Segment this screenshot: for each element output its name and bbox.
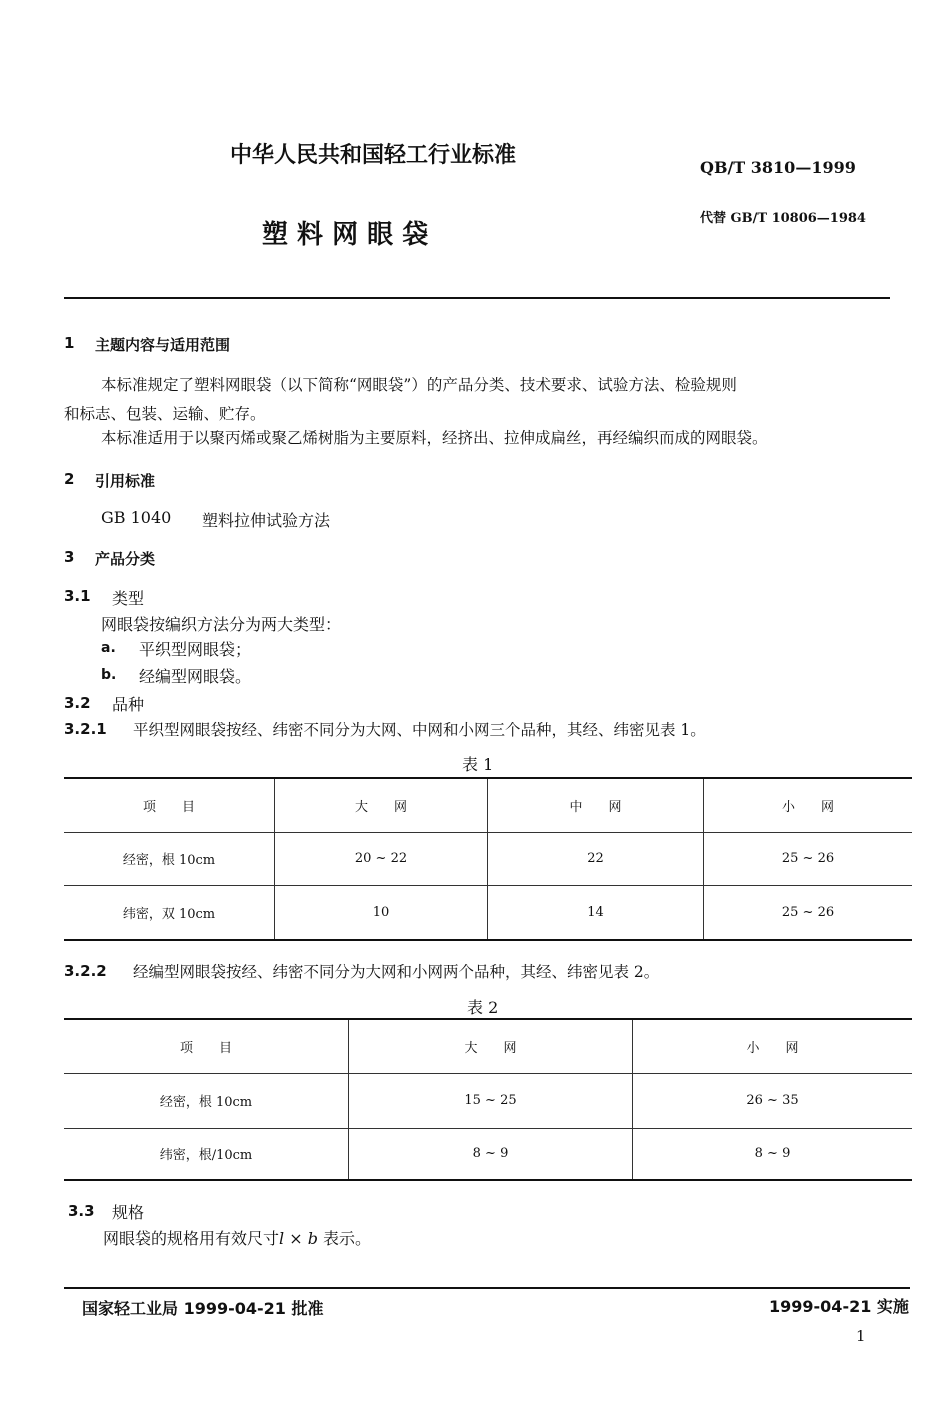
footer-divider bbox=[64, 1287, 910, 1289]
table-1-cell: 25 ~ 26 bbox=[704, 885, 913, 940]
table-1 bbox=[64, 777, 912, 941]
header-divider bbox=[64, 297, 890, 299]
table-2-header-cell: 项 目 bbox=[64, 1019, 349, 1073]
effective-date: 1999-04-21 实施 bbox=[769, 1297, 909, 1316]
section-3-3-title: 规格 bbox=[112, 1203, 145, 1222]
replaces-standard: 代替 GB/T 10806—1984 bbox=[700, 211, 866, 226]
table-2-cell: 纬密，根/10cm bbox=[64, 1128, 349, 1180]
section-3-3-text-post: 表示。 bbox=[317, 1229, 372, 1248]
table-1-header-cell: 大 网 bbox=[275, 778, 488, 832]
table-row bbox=[64, 885, 912, 940]
section-3-1-text: 网眼袋按编织方法分为两大类型： bbox=[101, 615, 342, 634]
page-number: 1 bbox=[856, 1327, 866, 1345]
section-3-3-text bbox=[103, 1226, 371, 1249]
table-1-cell: 纬密，双 10cm bbox=[64, 885, 275, 940]
section-3-2-number: 3.2 bbox=[64, 694, 91, 712]
table-1-header-row bbox=[64, 778, 912, 832]
section-3-2-1-text: 平织型网眼袋按经、纬密不同分为大网、中网和小网三个品种，其经、纬密见表 1。 bbox=[133, 721, 706, 739]
table-1-header-cell: 项 目 bbox=[64, 778, 275, 832]
issuing-agency: 中华人民共和国轻工行业标准 bbox=[230, 143, 517, 168]
section-3-number: 3 bbox=[64, 548, 75, 566]
table-1-cell: 经密，根 10cm bbox=[64, 832, 275, 885]
section-3-2-2-number: 3.2.2 bbox=[64, 962, 107, 980]
list-marker-a: a. bbox=[101, 640, 116, 656]
table-2-caption: 表 2 bbox=[467, 998, 499, 1017]
reference-title: 塑料拉伸试验方法 bbox=[202, 511, 331, 530]
table-1-header-cell: 小 网 bbox=[704, 778, 913, 832]
table-1-cell: 20 ~ 22 bbox=[275, 832, 488, 885]
table-1-caption: 表 1 bbox=[462, 755, 494, 774]
section-3-2-1-number: 3.2.1 bbox=[64, 720, 107, 738]
section-1-paragraph-1b: 和标志、包装、运输、贮存。 bbox=[64, 405, 266, 423]
table-2-cell: 经密，根 10cm bbox=[64, 1073, 349, 1128]
standard-number: QB/T 3810—1999 bbox=[700, 158, 856, 177]
table-2-cell: 8 ~ 9 bbox=[349, 1128, 633, 1180]
section-1-number: 1 bbox=[64, 334, 75, 352]
table-2-cell: 26 ~ 35 bbox=[633, 1073, 913, 1128]
table-1-cell: 25 ~ 26 bbox=[704, 832, 913, 885]
table-row bbox=[64, 1128, 912, 1180]
section-2-title: 引用标准 bbox=[95, 472, 156, 490]
table-1-header-cell: 中 网 bbox=[488, 778, 704, 832]
document-title: 塑 料 网 眼 袋 bbox=[262, 220, 429, 250]
section-3-2-title: 品种 bbox=[112, 695, 145, 714]
section-1-paragraph-1a: 本标准规定了塑料网眼袋（以下简称“网眼袋”）的产品分类、技术要求、试验方法、检验规则 bbox=[101, 376, 737, 394]
section-1-title: 主题内容与适用范围 bbox=[95, 336, 231, 354]
table-2-header-row bbox=[64, 1019, 912, 1073]
size-formula: l × b bbox=[279, 1229, 318, 1248]
reference-code: GB 1040 bbox=[101, 508, 172, 527]
section-3-title: 产品分类 bbox=[95, 550, 156, 568]
table-2-cell: 15 ~ 25 bbox=[349, 1073, 633, 1128]
table-2-header-cell: 大 网 bbox=[349, 1019, 633, 1073]
section-3-3-text-pre: 网眼袋的规格用有效尺寸 bbox=[103, 1229, 280, 1248]
section-3-2-2-text: 经编型网眼袋按经、纬密不同分为大网和小网两个品种，其经、纬密见表 2。 bbox=[133, 963, 660, 981]
section-3-1-title: 类型 bbox=[112, 589, 145, 608]
table-1-cell: 22 bbox=[488, 832, 704, 885]
section-1-paragraph-2: 本标准适用于以聚丙烯或聚乙烯树脂为主要原料，经挤出、拉伸成扁丝，再经编织而成的网眼袋。 bbox=[101, 429, 768, 447]
list-item-a: 平织型网眼袋； bbox=[139, 640, 252, 659]
table-2-cell: 8 ~ 9 bbox=[633, 1128, 913, 1180]
section-3-1-number: 3.1 bbox=[64, 587, 91, 605]
approval-line: 国家轻工业局 1999-04-21 批准 bbox=[82, 1299, 324, 1318]
table-1-cell: 14 bbox=[488, 885, 704, 940]
list-marker-b: b. bbox=[101, 667, 117, 683]
table-row bbox=[64, 832, 912, 885]
table-row bbox=[64, 1073, 912, 1128]
section-3-3-number: 3.3 bbox=[68, 1202, 95, 1220]
table-2 bbox=[64, 1018, 912, 1181]
table-1-cell: 10 bbox=[275, 885, 488, 940]
table-2-header-cell: 小 网 bbox=[633, 1019, 913, 1073]
section-2-number: 2 bbox=[64, 470, 75, 488]
list-item-b: 经编型网眼袋。 bbox=[139, 667, 252, 686]
